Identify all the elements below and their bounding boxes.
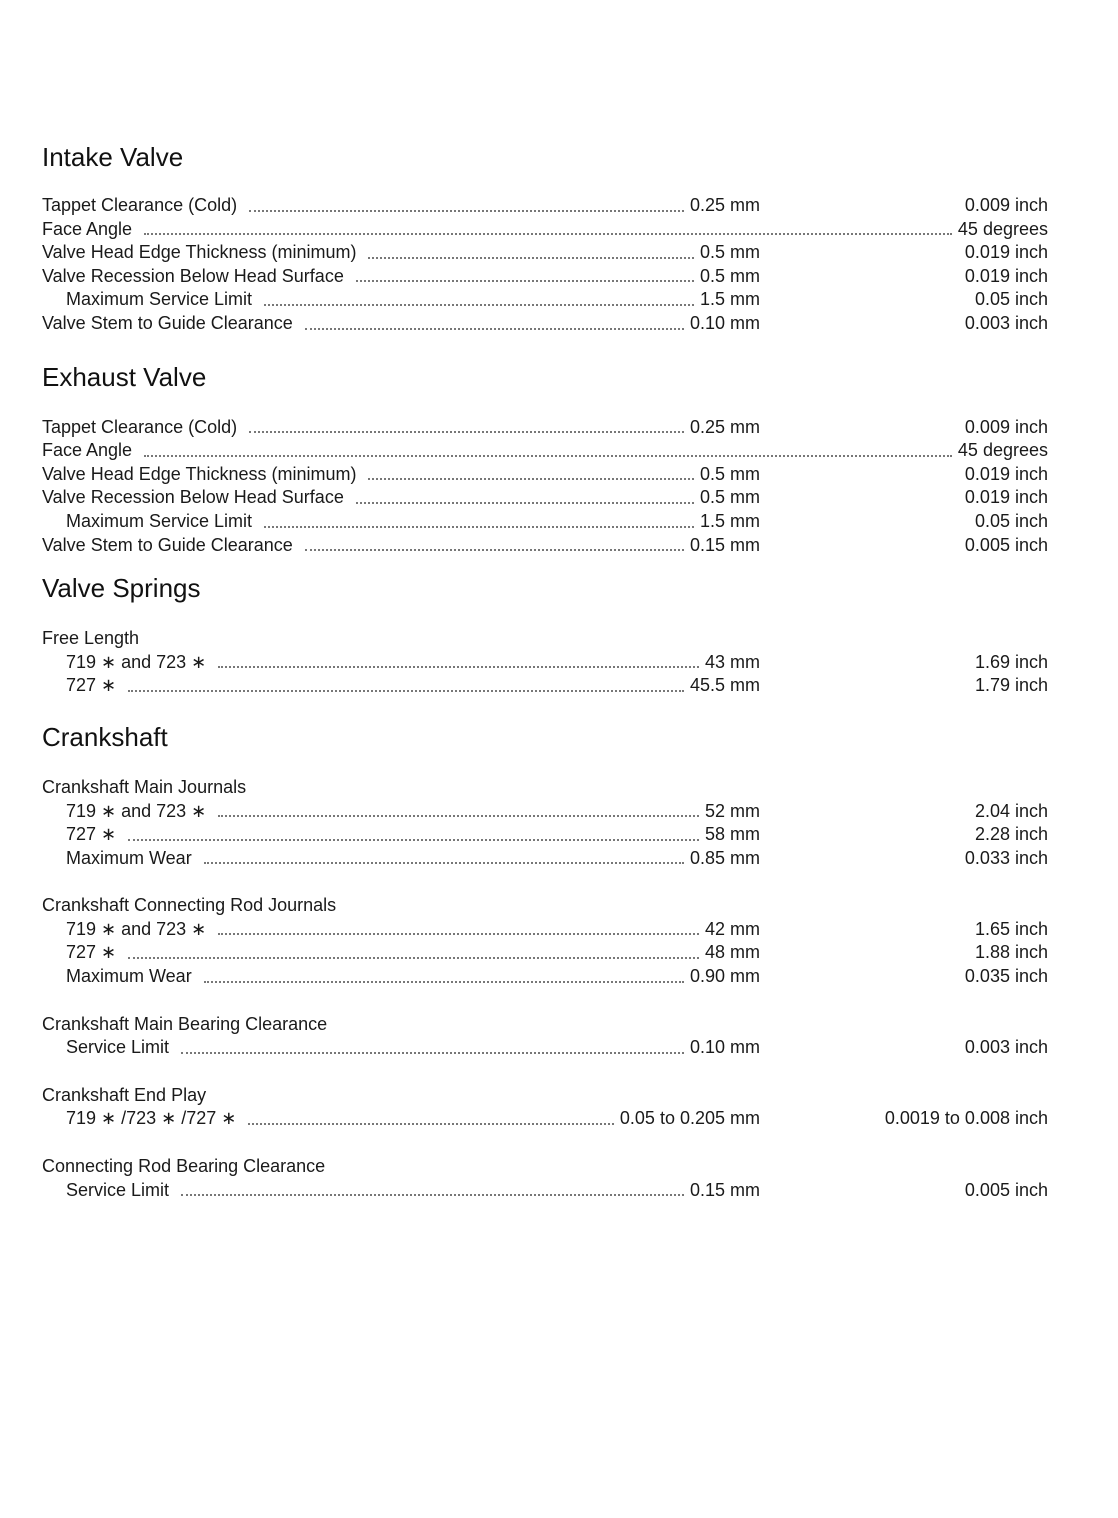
spec-row [42,265,1048,289]
spec-label: Service Limit [66,1179,170,1200]
spec-row [42,1107,1048,1131]
spec-row [42,1179,1048,1203]
imperial-value: 45 degrees [957,440,1048,461]
imperial-value: 0.05 inch [974,510,1048,531]
spec-group [42,1013,1048,1060]
dot-leader [249,431,684,433]
group-heading: Connecting Rod Bearing Clearance [42,1156,326,1177]
group-heading: Crankshaft Main Journals [42,776,247,797]
spec-label: Valve Head Edge Thickness (minimum) [42,463,357,484]
spec-row [42,965,1048,989]
dot-leader [305,549,684,551]
spec-label: Maximum Service Limit [66,510,253,531]
section-heading: Valve Springs [42,573,201,604]
dot-leader [248,1123,614,1125]
imperial-value: 0.035 inch [964,966,1048,987]
spec-row [42,218,1048,242]
dot-leader [181,1052,684,1054]
spec-section [42,722,1048,1202]
dot-leader [305,328,684,330]
dot-leader [264,304,694,306]
spec-row [42,416,1048,440]
section-heading: Exhaust Valve [42,361,207,392]
spec-label: Valve Head Edge Thickness (minimum) [42,242,357,263]
dot-leader [128,839,699,841]
spec-label: Service Limit [66,1037,170,1058]
spec-label: 719 ∗ and 723 ∗ [66,651,207,672]
metric-value: 0.5 mm [699,242,760,263]
dot-leader [218,815,699,817]
spec-label: Face Angle [42,440,133,461]
spec-row [42,941,1048,965]
spec-label: Face Angle [42,218,133,239]
spec-label: 719 ∗ and 723 ∗ [66,800,207,821]
group-heading: Crankshaft Main Bearing Clearance [42,1013,328,1034]
metric-value: 0.15 mm [689,1179,760,1200]
spec-document [42,142,1048,1202]
group-heading: Crankshaft End Play [42,1084,207,1105]
spec-row [42,847,1048,871]
imperial-value: 0.05 inch [974,289,1048,310]
metric-value: 45.5 mm [689,675,760,696]
imperial-value: 0.005 inch [964,1179,1048,1200]
imperial-value: 1.69 inch [974,651,1048,672]
spec-row [42,510,1048,534]
spec-group [42,627,1048,698]
dot-leader [204,981,684,983]
dot-leader [181,1194,684,1196]
imperial-value: 0.005 inch [964,534,1048,555]
section-heading: Intake Valve [42,142,184,172]
imperial-value: 0.019 inch [964,242,1048,263]
imperial-value: 0.033 inch [964,847,1048,868]
spec-row [42,486,1048,510]
imperial-value: 0.0019 to 0.008 inch [884,1108,1048,1129]
spec-row [42,241,1048,265]
metric-value: 1.5 mm [699,510,760,531]
metric-value: 48 mm [704,942,760,963]
spec-label: Tappet Clearance (Cold) [42,195,238,215]
spec-label: Valve Recession Below Head Surface [42,265,344,286]
imperial-value: 0.019 inch [964,265,1048,286]
spec-label: Valve Stem to Guide Clearance [42,312,293,333]
imperial-value: 0.019 inch [964,463,1048,484]
section-heading: Crankshaft [42,721,168,752]
spec-row [42,1036,1048,1060]
spec-group [42,194,1048,336]
spec-row [42,674,1048,698]
metric-value: 0.25 mm [689,195,760,215]
group-heading: Crankshaft Connecting Rod Journals [42,895,337,916]
dot-leader [249,210,684,212]
metric-value: 0.5 mm [699,487,760,508]
dot-leader [368,478,694,480]
metric-value: 0.10 mm [689,1037,760,1058]
spec-label: Maximum Service Limit [66,289,253,310]
spec-label: Valve Recession Below Head Surface [42,487,344,508]
metric-value: 42 mm [704,918,760,939]
spec-label: Tappet Clearance (Cold) [42,416,238,437]
metric-value: 58 mm [704,824,760,845]
imperial-value: 1.65 inch [974,918,1048,939]
spec-row [42,288,1048,312]
imperial-value: 2.28 inch [974,824,1048,845]
imperial-value: 0.019 inch [964,487,1048,508]
spec-label: 727 ∗ [66,675,117,696]
imperial-value: 0.003 inch [964,312,1048,333]
dot-leader [356,502,694,504]
spec-label: Maximum Wear [66,847,192,868]
spec-row [42,534,1048,558]
spec-row [42,194,1048,218]
metric-value: 43 mm [704,651,760,672]
dot-leader [204,862,684,864]
metric-value: 0.10 mm [689,312,760,333]
dot-leader [264,526,694,528]
spec-row [42,439,1048,463]
metric-value: 0.15 mm [689,534,760,555]
imperial-value: 0.009 inch [964,416,1048,437]
spec-group [42,776,1048,870]
spec-section [42,362,1048,558]
spec-label: 727 ∗ [66,942,117,963]
metric-value: 0.90 mm [689,966,760,987]
metric-value: 0.25 mm [689,416,760,437]
metric-value: 0.5 mm [699,265,760,286]
dot-leader [128,957,699,959]
metric-value: 52 mm [704,800,760,821]
spec-row [42,800,1048,824]
spec-label: 719 ∗ /723 ∗ /727 ∗ [66,1108,237,1129]
spec-label: 719 ∗ and 723 ∗ [66,918,207,939]
spec-row [42,312,1048,336]
group-heading: Free Length [42,628,140,649]
imperial-value: 2.04 inch [974,800,1048,821]
dot-leader [368,257,694,259]
spec-section [42,142,1048,336]
spec-group [42,1155,1048,1202]
dot-leader [144,233,952,235]
metric-value: 0.85 mm [689,847,760,868]
spec-group [42,1084,1048,1131]
dot-leader [218,666,699,668]
imperial-value: 0.009 inch [964,195,1048,215]
spec-group [42,416,1048,558]
spec-label: Maximum Wear [66,966,192,987]
metric-value: 1.5 mm [699,289,760,310]
dot-leader [144,455,952,457]
spec-group [42,894,1048,988]
spec-section [42,573,1048,698]
spec-row [42,651,1048,675]
dot-leader [218,933,699,935]
spec-label: 727 ∗ [66,824,117,845]
imperial-value: 1.79 inch [974,675,1048,696]
spec-row [42,918,1048,942]
dot-leader [356,280,694,282]
imperial-value: 1.88 inch [974,942,1048,963]
metric-value: 0.5 mm [699,463,760,484]
dot-leader [128,690,684,692]
spec-row [42,463,1048,487]
spec-label: Valve Stem to Guide Clearance [42,534,293,555]
metric-value: 0.05 to 0.205 mm [619,1108,760,1129]
imperial-value: 45 degrees [957,218,1048,239]
imperial-value: 0.003 inch [964,1037,1048,1058]
spec-row [42,823,1048,847]
